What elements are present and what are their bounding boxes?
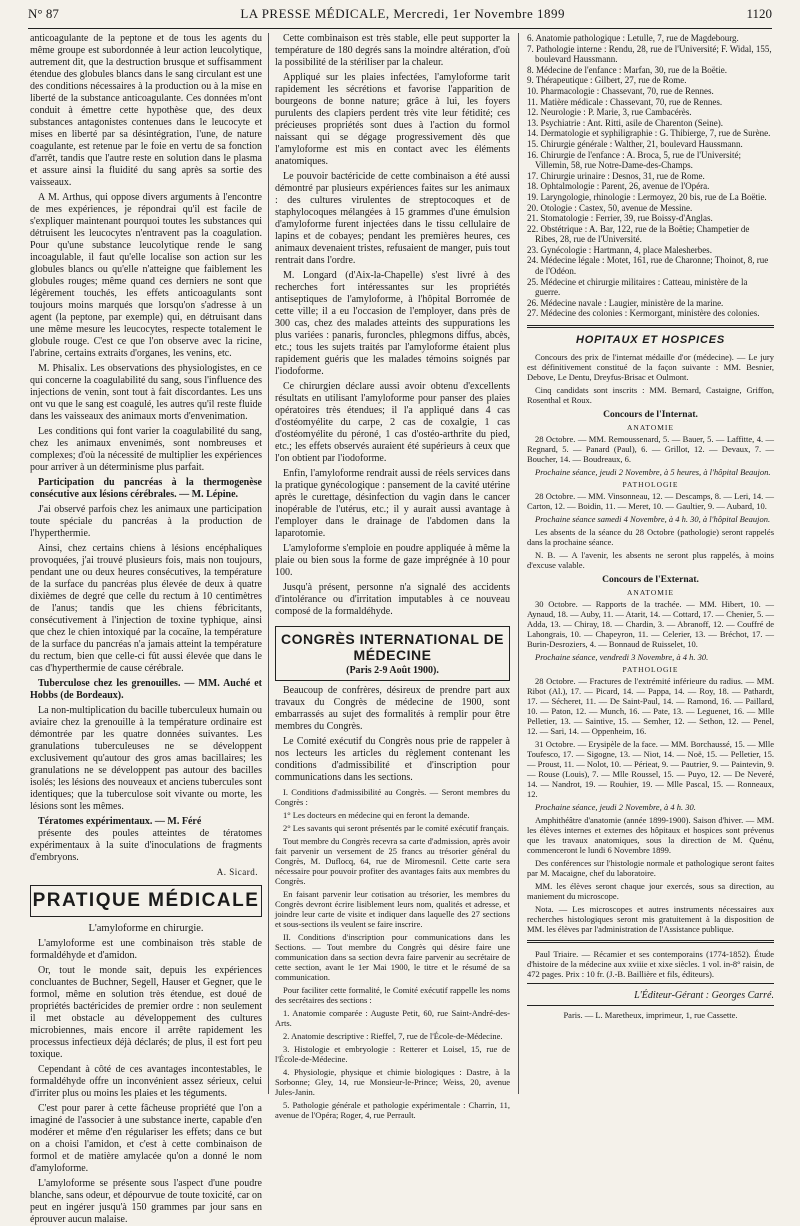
column-divider xyxy=(268,33,269,1094)
paragraph: 5. Pathologie générale et pathologie expérimentale : Charrin, 11, avenue de l'Opéra; Roger, 4, rue Perrault. xyxy=(275,1100,510,1120)
label: PATHOLOGIE xyxy=(622,480,679,490)
paragraph: 31 Octobre. — Erysipèle de la face. — MM. Borchaussé, 15. — Mlle Toufesco, 17. — Sigogne, 13. — Niot, 14. — Noë, 15. — Pelletier, 15. — Proust, 11. — Nolot, 10. — Périeat, 9. — Pautrier, 9. — Paintevin, 9. — Rouse (Louis), 7. — Mlle Roussel, 15. — Puyo, 12. — De Neveré, 14. — Nandrot, 19. — Rouhier, 19. — Mlle Pascal, 15. — Ronneaux, 12. xyxy=(527,739,774,800)
paragraph: 4. Physiologie, physique et chimie biologiques : Dastre, à la Sorbonne; Gley, 14, rue Monsieur-le-Prince; Weiss, 20, avenue Jules-Janin. xyxy=(275,1067,510,1097)
paragraph: Cependant à côté de ces avantages incontestables, le formaldéhyde offre un inconvénient assez sérieux, celui d'irriter plus ou moins les plaies et les téguments. xyxy=(30,1064,262,1099)
section-subtitle: (Paris 2-9 Août 1900). xyxy=(346,665,439,676)
paragraph: I. Conditions d'admissibilité au Congrès. — Seront membres du Congrès : xyxy=(275,787,510,807)
divider xyxy=(527,1005,774,1006)
paragraph: présente des poules atteintes de tératomes expérimentaux à la suite d'inoculations de fragments d'embryons. xyxy=(30,828,262,863)
paragraph: Prochaine séance, jeudi 2 Novembre, à 4 h. 30. xyxy=(535,802,696,813)
paragraph: Appliqué sur les plaies infectées, l'amyloforme tarit rapidement les sécrétions et favorise l'apparition de bourgeons de bonne nature; grâce à lui, les foyers purulents des clapiers perdent très vite leur fétidité; ces précieuses propriétés sont dues à l'action du formol naissant qui se dégage progressivement dès que l'amyloforme est mis en contact avec les éléments anatomiques. xyxy=(275,72,510,167)
paragraph: Prochaine séance, jeudi 2 Novembre, à 5 heures, à l'hôpital Beaujon. xyxy=(535,467,771,478)
list-item: 18. Ophtalmologie : Parent, 26, avenue de l'Opéra. xyxy=(527,181,710,192)
paragraph: L'amyloforme s'emploie en poudre appliquée à même la plaie ou bien sous la forme de gaze imprégnée à 10 pour 100. xyxy=(275,543,510,578)
list-item: 24. Médecine légale : Motet, 161, rue de Charonne; Thoinot, 8, rue de l'Odéon. xyxy=(527,255,769,277)
section-title-box xyxy=(30,885,262,917)
paragraph: MM. les élèves seront chaque jour exercés, sous sa direction, au maniement du microscope. xyxy=(527,881,774,902)
paragraph: 28 Octobre. — MM. Remoussenard, 5. — Bauer, 5. — Laffitte, 4. — Regnard, 5. — Panard (Paul), 6. — Grillot, 12. — Devaux, 7. — Boucher, 14. — Boudreaux, 6. xyxy=(527,434,774,465)
paragraph: A M. Arthus, qui oppose divers arguments à l'encontre de mes expériences, je répondrai qu'il est facile de s'expliquer maintenant pourquoi toutes les substances qui détruisent les leucocytes n'entravent pas la coagulation. Pour qu'une substance leucolytique rende le sang incoagulable, il faut qu'elle localise son action sur les globules blancs ou qu'elle n'atteigne que faiblement les globules rouges; même quand ces derniers ne sont que légèrement touchés, les effets anticoagulants sont toujours moins marqués que lorsqu'on s'adresse à un agent (la peptone, par exemple) qui, en détruisant dans une même mesure les leucocytes, respecte totalement le globule rouge. C'est ce que l'on observe avec la ricine, l'abrine, certains extraits d'organes, les venins, etc. xyxy=(30,192,262,359)
list-item: 27. Médecine des colonies : Kermorgant, ministère des colonies. xyxy=(527,308,760,319)
paragraph: Pour faciliter cette formalité, le Comité exécutif rappelle les noms des secrétaires des sections : xyxy=(275,985,510,1005)
header-rule xyxy=(28,28,772,29)
section-title-box xyxy=(275,626,510,681)
list-item: 17. Chirurgie urinaire : Desnos, 31, rue de Rome. xyxy=(527,170,705,181)
section-title: HOPITAUX ET HOSPICES xyxy=(575,334,726,347)
paragraph: Nota. — Les microscopes et autres instruments nécessaires aux recherches histologiques seront mis gratuitement à la disposition de MM. les élèves par l'administration de l'Assistance publique. xyxy=(527,904,774,935)
book-notice xyxy=(527,949,774,979)
paragraph: Ce chirurgien déclare aussi avoir obtenu d'excellents résultats en utilisant l'amyloforme pour panser des plaies opératoires très étendues; il l'a appliqué dans 4 cas d'ostéomyélite du carpe, 2 cas de coxalgie, 1 cas d'ostéomyélite du péroné, 1 cas d'ostéo-arthrite du pied, etc.; les effets observés auraient été supérieurs à ceux que l'on obtient par l'iodoforme. xyxy=(275,381,510,464)
regulation-text xyxy=(275,787,510,1120)
subheading: Concours de l'Externat. xyxy=(602,575,699,586)
list-item: 22. Obstétrique : A. Bar, 122, rue de la Boëtie; Champetier de Ribes, 28, rue de l'Université. xyxy=(527,223,750,245)
list-item: 23. Gynécologie : Hartmann, 4, place Malesherbes. xyxy=(527,244,712,255)
paragraph: C'est pour parer à cette fâcheuse propriété que l'on a imaginé de l'associer à une substance inerte, capable d'en modérer et même d'en régulariser les effets; dans ce but on a choisi l'amidon, et c'est à cette combinaison de formol et de matière amylacée qu'on a donné le nom d'amyloforme. xyxy=(30,1103,262,1174)
paragraph: Ainsi, chez certains chiens à lésions encéphaliques provoquées, j'ai trouvé plusieurs fois, mais non toujours, pendant une ou deux heures consécutives, la température de la surface du pancréas plus élevée de deux à quatre dixièmes de degré que celle du rectum à 10 centimètres de l'anus; tandis que les chiens fébricitants, consécutivement à l'injection de toxine typhique, ainsi que chez le chien intoxiqué par la cocaïne, la température de la surface du pancréas n'a jamais atteint la température du rectum, bien que celle-ci fût aussi élevée que dans le cas d'hyperthermie de cause cérébrale. xyxy=(30,543,262,674)
label: PATHOLOGIE xyxy=(622,665,679,675)
list-item: 7. Pathologie interne : Rendu, 28, rue de l'Université; F. Widal, 155, boulevard Haussmann. xyxy=(527,43,772,65)
paragraph: 1. Anatomie comparée : Auguste Petit, 60, rue Saint-André-des-Arts. xyxy=(275,1008,510,1028)
results xyxy=(527,599,774,662)
section-title: PRATIQUE MÉDICALE xyxy=(32,890,260,911)
paragraph: L'amyloforme est une combinaison très stable de formaldéhyde et d'amidon. xyxy=(30,938,262,961)
paragraph: Cette combinaison est très stable, elle peut supporter la température de 180 degrés sans la moindre altération, d'où la possibilité de la stériliser par la chaleur. xyxy=(275,33,510,68)
column-divider xyxy=(518,33,519,1094)
paragraph: M. Phisalix. Les observations des physiologistes, en ce qui concerne la coagulabilité du sang, sous l'influence des injections de venin, sont tout à fait discordantes. Les uns ont vu que le sang est coagulé, les autres qu'il reste fluide dans les vaisseaux des animaux morts d'envenimation. xyxy=(30,363,262,422)
amphitheatre-notice xyxy=(527,815,774,934)
paragraph: En faisant parvenir leur cotisation au trésorier, les membres du Congrès devront écrire lisiblement leurs nom, qualités et adresse, et joindre leur carte de visite et indiquer dans laquelle des 27 sections et sous-sections ils veulent se faire inscrire. xyxy=(275,889,510,929)
paragraph: 3. Histologie et embryologie : Retterer et Loisel, 15, rue de l'École-de-Médecine. xyxy=(275,1044,510,1064)
list-item: 20. Otologie : Castex, 50, avenue de Messine. xyxy=(527,202,693,213)
section-rule xyxy=(527,325,774,328)
paragraph: anticoagulante de la peptone et de tous les agents du même groupe est subordonnée à leur action leucolytique, autrement dit, que la destruction brusque et suffisamment étendue des globules blancs dans le sang circulant est une des conditions nécessaires à la production ou à la mise en liberté de la substance anticoagulante. Ces données m'ont conduit à émettre cette hypothèse que, des deux substances antagonistes contenues dans le leucocyte et mises en liberté par sa désintégration, l'une, de nature coagulante, est retenue par le foie en vertu de sa fonction d'arrêt, tandis que l'autre reste en solution dans le plasma et assure ainsi la fluidité du sang après sa sortie des vaisseaux. xyxy=(30,33,262,188)
label: ANATOMIE xyxy=(626,423,675,433)
paragraph: Concours des prix de l'internat médaille d'or (médecine). — Le jury est définitivement constitué de la façon suivante : MM. Besnier, Debove, Le Dentu, Dreyfus-Brisac et Oulmont. xyxy=(527,352,774,383)
list-item: 10. Pharmacologie : Chassevant, 70, rue de Rennes. xyxy=(527,85,714,96)
editor-line: L'Éditeur-Gérant : Georges Carré. xyxy=(634,990,774,1002)
results xyxy=(527,491,774,570)
column-2 xyxy=(275,33,510,1120)
paragraph: Or, tout le monde sait, depuis les expériences concluantes de Buchner, Segell, Hauser et Gegner, que le formol, même en solution très étendue, est doué de propriétés bactéricides de premier ordre : non seulement il met obstacle au développement des cultures microbiennes, mais encore il arrête rapidement les processus infectieux déjà déclarés; de plus, il est fort peu toxique. xyxy=(30,965,262,1060)
paragraph: J'ai observé parfois chez les animaux une participation toute spéciale du pancréas à la production de l'hyperthermie. xyxy=(30,504,262,539)
list-item: 14. Dermatologie et syphiligraphie : G. Thibierge, 7, rue de Surène. xyxy=(527,128,771,139)
issue-number: N° 87 xyxy=(28,6,59,21)
results xyxy=(527,434,774,477)
paragraph: Jusqu'à présent, personne n'a signalé des accidents d'intolérance ou d'irritation imputables à ce nouveau composé de la formaldéhyde. xyxy=(275,582,510,617)
paragraph: 2. Anatomie descriptive : Rieffel, 7, rue de l'École-de-Médecine. xyxy=(283,1031,503,1041)
paragraph: Prochaine séance, vendredi 3 Novembre, à 4 h. 30. xyxy=(535,652,709,663)
subheading: Participation du pancréas à la thermogenèse consécutive aux lésions cérébrales. — M. Lépine. xyxy=(30,477,262,500)
subheading: Concours de l'Internat. xyxy=(603,410,698,421)
page-number: 1120 xyxy=(746,6,772,21)
list-item: 25. Médecine et chirurgie militaires : Catteau, ministère de la guerre. xyxy=(527,276,748,298)
paragraph: M. Longard (d'Aix-la-Chapelle) s'est livré à des recherches fort intéressantes sur les propriétés antiseptiques de l'amyloforme, à l'hôpital Borromée de cette ville; il a eu l'occasion de l'employer, dans près de 300 cas, chez des malades atteints des suppurations les plus variées : panaris, furoncles, phlegmons diffus, abcès, etc.; tous les sujets traités par l'amyloforme étaient plus rapidement guéris que les malades témoins soignés par l'iodoforme. xyxy=(275,270,510,377)
paragraph: L'amyloforme se présente sous l'aspect d'une poudre blanche, sans odeur, et dépourvue de toute toxicité, car on peut en ingérer jusqu'à 150 grammes par jour sans en éprouver aucun malaise. xyxy=(30,1178,262,1225)
list-item: 19. Laryngologie, rhinologie : Lermoyez, 20 bis, rue de La Boëtie. xyxy=(527,191,767,202)
paragraph: 28 Octobre. — Fractures de l'extrémité inférieure du radius. — MM. Ribot (Al.), 17. — Picard, 14. — Pappa, 14. — Roy, 18. — Pathardt, 17. — Sécheret, 11. — De Saint-Paul, 14. — Ramond, 16. — Paillard, 10. — Paton, 12. — Munch, 16. — Pate, 13. — Leguenet, 16. — Mlle Pelletier, 13. — Saintive, 15. — Semher, 12. — Sethon, 12. — Penel, 12. — Sari, 14. — Oppenheim, 16. xyxy=(527,676,774,737)
concours-prix xyxy=(527,352,774,405)
column-3 xyxy=(527,33,774,1098)
list-item: 12. Neurologie : P. Marie, 3, rue Cambacérès. xyxy=(527,107,692,118)
paragraph: Les absents de la séance du 28 Octobre (pathologie) seront rappelés dans la prochaine séance. xyxy=(527,527,774,548)
paragraph: 2° Les savants qui seront présentés par le comité exécutif français. xyxy=(283,823,509,833)
paragraph: Tout membre du Congrès recevra sa carte d'admission, après avoir fait parvenir un versement de 25 francs au trésorier général du Congrès, M. Duflocq, 64, rue de Miromesnil. Cette carte sera nécessaire pour pouvoir profiter des avantages faits aux membres du Congrès. xyxy=(275,836,510,886)
paragraph: 1° Les docteurs en médecine qui en feront la demande. xyxy=(283,810,470,820)
list-item: 15. Chirurgie générale : Walther, 21, boulevard Haussmann. xyxy=(527,138,743,149)
page-header xyxy=(28,6,772,26)
paragraph: Des conférences sur l'histologie normale et pathologique seront faites par M. Macaigne, chef du laboratoire. xyxy=(527,858,774,879)
paragraph: Beaucoup de confrères, désireux de prendre part aux travaux du Congrès de médecine de 1900, sont embarrassés au sujet des formalités à remplir pour être membres du Congrès. xyxy=(275,685,510,732)
paragraph: 30 Octobre. — Rapports de la trachée. — MM. Hibert, 10. — Aynaud, 18. — Auby, 11. — Atarit, 14. — Cottard, 17. — Chenier, 5. — Adda, 13. — Chiray, 18. — Chardin, 3. — Abranoff, 12. — Couffré de Lahongrais, 10. — Chapeyron, 11. — Celerier, 13. — Bréchot, 17. — Burin-Desroziers, 4. — Bonnaud de Ruisselet, 10. xyxy=(527,599,774,650)
list-item: 26. Médecine navale : Laugier, ministère de la marine. xyxy=(527,297,724,308)
paragraph: Le Comité exécutif du Congrès nous prie de rappeler à nos lecteurs les articles du règlement contenant les conditions d'admissibilité et d'inscription pour communications dans les sections. xyxy=(275,736,510,783)
paragraph: Amphithéâtre d'anatomie (année 1899-1900). Saison d'hiver. — MM. les élèves internes et externes des hôpitaux et hospices sont prévenus que les travaux anatomiques, sous la direction de M. Quénu, commenceront le lundi 6 Novembre 1899. xyxy=(527,815,774,856)
list-item: 9. Thérapeutique : Gilbert, 27, rue de Rome. xyxy=(527,75,687,86)
list-item: 21. Stomatologie : Ferrier, 39, rue Boissy-d'Anglas. xyxy=(527,213,713,224)
results xyxy=(527,676,774,812)
paragraph: II. Conditions d'inscription pour communications dans les Sections. — Tout membre du Congrès qui désire faire une communication dans sa section devra faire parvenir au secrétaire de cette section, avant le 1er Mai 1900, le titre et le résumé de sa communication. xyxy=(275,932,510,982)
list-item: 11. Matière médicale : Chassevant, 70, rue de Rennes. xyxy=(527,96,723,107)
subheading: Tuberculose chez les grenouilles. — MM. Auché et Hobbs (de Bordeaux). xyxy=(30,678,262,701)
label: ANATOMIE xyxy=(626,588,675,598)
list-item: 13. Psychiatrie : Ant. Ritti, asile de Charenton (Seine). xyxy=(527,117,723,128)
section-rule xyxy=(527,940,774,943)
paragraph: N. B. — A l'avenir, les absents ne seront plus rappelés, à moins d'excuse valable. xyxy=(527,550,774,571)
paragraph: Enfin, l'amyloforme rendrait aussi de réels services dans la pratique gynécologique : pansement de la cavité utérine après le curettage, désinfection du vagin dans le cancer inopérable de l'utérus, etc.; il y aurait aussi avantage à l'employer dans le drainage de l'abdomen dans la laparotomie. xyxy=(275,468,510,539)
article-title: L'amyloforme en chirurgie. xyxy=(88,923,204,934)
paragraph: Paul Triaire. — Récamier et ses contemporains (1774-1852). Étude d'histoire de la médecine aux xviiie et xixe siècles. 1 vol. in-8° raisin, de 472 pages. Prix : 10 fr. (J.-B. Baillière et fils, éditeurs). xyxy=(527,949,774,980)
paragraph: La non-multiplication du bacille tuberculeux humain ou aviaire chez la grenouille à la température ordinaire est démontrée par les quatre données suivantes. Les granulations tuberculeuses ne se développent exclusivement qu'autour des gros amas bacillaires; les granulations ne se développent pas autour des bacilles isolés; les lésions des nouveaux et anciens tubercules sont identiques; que la tuberculose soit vivante ou morte, les lésions sont les mêmes. xyxy=(30,705,262,812)
list-item: 16. Chirurgie de l'enfance : A. Broca, 5, rue de l'Université; Villemin, 58, rue Notre-Dame-des-Champs. xyxy=(527,149,742,171)
column-1 xyxy=(30,33,262,1225)
signature: A. Sicard. xyxy=(216,867,258,877)
paragraph: Cinq candidats sont inscrits : MM. Bernard, Castaigne, Griffon, Rosenthal et Roux. xyxy=(527,385,774,406)
divider xyxy=(527,983,774,984)
printer-line: Paris. — L. Maretheux, imprimeur, 1, rue Cassette. xyxy=(563,1010,738,1021)
paragraph: 28 Octobre. — MM. Vinsonneau, 12. — Descamps, 8. — Leri, 14. — Carton, 12. — Boidin, 11. — Meret, 10. — Gaultier, 9. — Aubard, 10. xyxy=(527,491,774,512)
masthead-title: LA PRESSE MÉDICALE, Mercredi, 1er Novembre 1899 xyxy=(240,6,565,21)
list-item: 6. Anatomie pathologique : Letulle, 7, rue de Magdebourg. xyxy=(527,33,739,43)
section-secretaries-list xyxy=(527,33,774,319)
section-title: CONGRÈS INTERNATIONAL DE MÉDECINE xyxy=(280,631,505,663)
subheading: Tératomes expérimentaux. — M. Féré xyxy=(38,816,202,827)
paragraph: Le pouvoir bactéricide de cette combinaison a été aussi démontré par plusieurs expériences faites sur les animaux : des cultures virulentes de streptocoques et de staphylocoques mélangées à 15 grammes d'une émulsion d'amyloforme furent injectées dans le tissu cellulaire de lapins et de cobayes; pendant les premières heures, ces animaux devenaient tristes, refusaient de manger, puis tout rentrait dans l'ordre. xyxy=(275,171,510,266)
paragraph: Prochaine séance samedi 4 Novembre, à 4 h. 30, à l'hôpital Beaujon. xyxy=(535,514,771,525)
paragraph: Les conditions qui font varier la coagulabilité du sang, chez les animaux envenimés, sont nombreuses et complexes; d'où la nécessité de multiplier les expériences pour arriver à un déterminisme plus parfait. xyxy=(30,426,262,473)
list-item: 8. Médecine de l'enfance : Marfan, 30, rue de la Boëtie. xyxy=(527,64,728,75)
